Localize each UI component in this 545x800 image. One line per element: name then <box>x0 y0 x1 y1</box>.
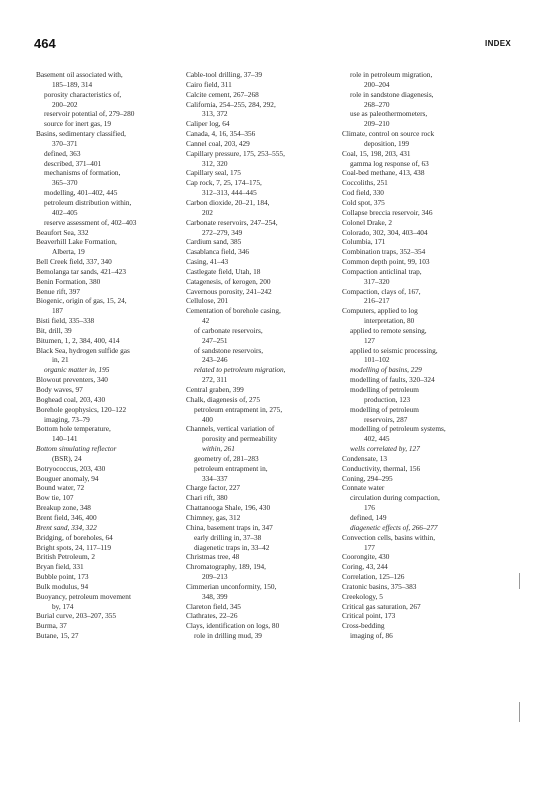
index-subentry: porosity and permeability <box>202 434 277 444</box>
index-entry: Creekology, 5 <box>342 591 383 601</box>
index-entry: Collapse breccia reservoir, 346 <box>342 207 433 217</box>
index-entry: Canada, 4, 16, 354–356 <box>186 129 256 139</box>
index-subentry: 400 <box>202 414 213 424</box>
index-entry: Benin Formation, 380 <box>36 276 101 286</box>
index-entry: Capillary seal, 175 <box>186 168 241 178</box>
index-entry: Cap rock, 7, 25, 174–175, <box>186 178 262 188</box>
index-subentry: 209–213 <box>202 572 228 582</box>
index-entry: Casing, 41–43 <box>186 257 229 267</box>
index-subentry: 348, 399 <box>202 591 228 601</box>
margin-mark <box>519 573 520 589</box>
index-subentry: petroleum distribution within, <box>44 197 132 207</box>
index-entry: Boghead coal, 203, 430 <box>36 394 106 404</box>
index-entry: Buoyancy, petroleum movement <box>36 591 131 601</box>
index-subentry: 402–405 <box>52 207 78 217</box>
index-entry: Capillary pressure, 175, 253–555, <box>186 148 285 158</box>
index-subentry: modelling, 401–402, 445 <box>44 188 118 198</box>
index-entry: Burma, 37 <box>36 621 67 631</box>
index-entry: Common depth point, 99, 103 <box>342 257 430 267</box>
index-subentry: modelling of petroleum systems, <box>350 424 446 434</box>
index-subentry: geometry of, 281–283 <box>194 453 259 463</box>
index-entry: Bryan field, 331 <box>36 562 84 572</box>
index-entry: Blowout preventers, 340 <box>36 375 108 385</box>
index-subentry: modelling of basins, 229 <box>350 365 422 375</box>
index-entry: Bridging, of boreholes, 64 <box>36 532 113 542</box>
index-subentry: mechanisms of formation, <box>44 168 121 178</box>
index-entry: Coorongite, 430 <box>342 552 390 562</box>
index-entry: Condensate, 13 <box>342 453 387 463</box>
index-entry: British Petroleum, 2 <box>36 552 95 562</box>
index-entry: Clareton field, 345 <box>186 601 241 611</box>
index-subentry: 209–210 <box>364 119 390 129</box>
index-entry: Butane, 15, 27 <box>36 631 79 641</box>
index-columns <box>36 70 516 770</box>
index-entry: Cross-bedding <box>342 621 385 631</box>
index-subentry: in, 21 <box>52 355 69 365</box>
margin-mark <box>519 702 520 722</box>
index-entry: Bell Creek field, 337, 340 <box>36 257 112 267</box>
index-subentry: defined, 363 <box>44 148 81 158</box>
index-subentry: interpretation, 80 <box>364 316 415 326</box>
index-entry: Brent sand, 334, 322 <box>36 522 97 532</box>
index-entry: Clays, identification on logs, 80 <box>186 621 280 631</box>
index-subentry: Alberta, 19 <box>52 247 85 257</box>
index-subentry: modelling of petroleum <box>350 404 419 414</box>
index-entry: Chattanooga Shale, 196, 430 <box>186 503 271 513</box>
index-entry: Clathrates, 22–26 <box>186 611 238 621</box>
index-entry: Conductivity, thermal, 156 <box>342 463 421 473</box>
index-subentry: 313, 372 <box>202 109 228 119</box>
index-entry: China, basement traps in, 347 <box>186 522 273 532</box>
index-subentry: 176 <box>364 503 375 513</box>
index-subentry: 127 <box>364 335 375 345</box>
index-entry: Caliper log, 64 <box>186 119 230 129</box>
index-entry: Casablanca field, 346 <box>186 247 250 257</box>
index-entry: Charge factor, 227 <box>186 483 241 493</box>
index-column-2 <box>186 70 344 641</box>
index-entry: Bottom hole temperature, <box>36 424 111 434</box>
index-entry: Botryococcus, 203, 430 <box>36 463 106 473</box>
index-entry: Christmas tree, 48 <box>186 552 240 562</box>
index-subentry: defined, 149 <box>350 512 387 522</box>
index-subentry: 42 <box>202 316 210 326</box>
index-subentry: 370–371 <box>52 138 78 148</box>
index-subentry: circulation during compaction, <box>350 493 440 503</box>
index-entry: Correlation, 125–126 <box>342 572 405 582</box>
index-subentry: 365–370 <box>52 178 78 188</box>
index-subentry: diagenetic effects of, 266–277 <box>350 522 438 532</box>
index-subentry: 187 <box>52 306 63 316</box>
index-entry: Cold spot, 375 <box>342 197 385 207</box>
index-subentry: imaging of, 86 <box>350 631 393 641</box>
index-entry: Breakup zone, 348 <box>36 503 91 513</box>
index-entry: Chari rift, 380 <box>186 493 228 503</box>
index-entry: Borehole geophysics, 120–122 <box>36 404 127 414</box>
index-entry: Calcite cement, 267–268 <box>186 89 259 99</box>
index-entry: Convection cells, basins within, <box>342 532 436 542</box>
index-subentry: 272, 311 <box>202 375 228 385</box>
index-subentry: described, 371–401 <box>44 158 102 168</box>
index-subentry: 312, 320 <box>202 158 228 168</box>
index-entry: Colonel Drake, 2 <box>342 217 393 227</box>
index-subentry: 185–189, 314 <box>52 79 93 89</box>
index-subentry: role in petroleum migration, <box>350 70 433 79</box>
index-entry: Castlegate field, Utah, 18 <box>186 266 261 276</box>
index-subentry: applied to remote sensing, <box>350 325 427 335</box>
index-subentry: deposition, 199 <box>364 138 409 148</box>
index-entry: Colorado, 302, 304, 403–404 <box>342 227 428 237</box>
index-entry: Coccoliths, 251 <box>342 178 388 188</box>
index-entry: Chimney, gas, 312 <box>186 512 241 522</box>
index-subentry: organic matter in, 195 <box>44 365 110 375</box>
index-column-3 <box>342 70 512 641</box>
index-entry: Channels, vertical variation of <box>186 424 275 434</box>
index-entry: Carbonate reservoirs, 247–254, <box>186 217 278 227</box>
index-entry: Basins, sedimentary classified, <box>36 129 126 139</box>
index-entry: Catagenesis, of kerogen, 200 <box>186 276 271 286</box>
index-entry: Bemolanga tar sands, 421–423 <box>36 266 126 276</box>
index-subentry: reserve assessment of, 402–403 <box>44 217 137 227</box>
index-subentry: related to petroleum migration, <box>194 365 286 375</box>
index-entry: California, 254–255, 284, 292, <box>186 99 276 109</box>
index-entry: Beaufort Sea, 332 <box>36 227 89 237</box>
index-subentry: production, 123 <box>364 394 411 404</box>
index-entry: Cod field, 330 <box>342 188 384 198</box>
index-subentry: 268–270 <box>364 99 390 109</box>
index-subentry: 317–320 <box>364 276 390 286</box>
index-entry: Chalk, diagenesis of, 275 <box>186 394 260 404</box>
index-subentry: of carbonate reservoirs, <box>194 325 263 335</box>
index-subentry: petroleum entrapment in, 275, <box>194 404 283 414</box>
index-subentry: source for inert gas, 19 <box>44 119 112 129</box>
index-subentry: 177 <box>364 542 375 552</box>
index-subentry: 216–217 <box>364 296 390 306</box>
index-entry: Bulk modulus, 94 <box>36 581 89 591</box>
index-subentry: 202 <box>202 207 213 217</box>
index-subentry: modelling of faults, 320–324 <box>350 375 435 385</box>
index-entry: Bitumen, 1, 2, 384, 400, 414 <box>36 335 120 345</box>
index-entry: Bound water, 72 <box>36 483 85 493</box>
running-head: INDEX <box>485 39 511 48</box>
index-subentry: by, 174 <box>52 601 74 611</box>
index-entry: Cannel coal, 203, 429 <box>186 138 250 148</box>
index-entry: Bubble point, 173 <box>36 572 89 582</box>
index-subentry: reservoir potential of, 279–280 <box>44 109 135 119</box>
page-number: 464 <box>34 36 56 51</box>
index-entry: Cavernous porosity, 241–242 <box>186 286 272 296</box>
index-entry: Beaverhill Lake Formation, <box>36 237 117 247</box>
index-entry: Bit, drill, 39 <box>36 325 72 335</box>
index-entry: Cimmerian unconformity, 150, <box>186 581 277 591</box>
index-entry: Black Sea, hydrogen sulfide gas <box>36 345 130 355</box>
index-entry: Biogenic, origin of gas, 15, 24, <box>36 296 127 306</box>
index-entry: Coal-bed methane, 413, 438 <box>342 168 425 178</box>
index-entry: Coring, 43, 244 <box>342 562 388 572</box>
index-entry: Compaction, clays of, 167, <box>342 286 421 296</box>
index-subentry: early drilling in, 37–38 <box>194 532 262 542</box>
index-entry: Bright spots, 24, 117–119 <box>36 542 112 552</box>
index-entry: Basement oil associated with, <box>36 70 123 79</box>
index-entry: Cable-tool drilling, 37–39 <box>186 70 263 79</box>
index-entry: Cairo field, 311 <box>186 79 232 89</box>
index-subentry: role in drilling mud, 39 <box>194 631 262 641</box>
index-subentry: applied to seismic processing, <box>350 345 438 355</box>
index-entry: Body waves, 97 <box>36 385 83 394</box>
index-subentry: 312–313, 444–445 <box>202 188 257 198</box>
index-entry: Bouguer anomaly, 94 <box>36 473 99 483</box>
index-entry: Cratonic basins, 375–383 <box>342 581 417 591</box>
index-entry: Bow tie, 107 <box>36 493 74 503</box>
index-subentry: within, 261 <box>202 444 235 454</box>
index-subentry: use as paleothermometers, <box>350 109 428 119</box>
index-entry: Bisti field, 335–338 <box>36 316 95 326</box>
index-subentry: 272–279, 349 <box>202 227 243 237</box>
index-subentry: modelling of petroleum <box>350 385 419 394</box>
index-subentry: imaging, 73–79 <box>44 414 90 424</box>
index-subentry: diagenetic traps in, 33–42 <box>194 542 270 552</box>
index-entry: Critical gas saturation, 267 <box>342 601 421 611</box>
index-subentry: role in sandstone diagenesis, <box>350 89 434 99</box>
index-entry: Cementation of borehole casing, <box>186 306 281 316</box>
index-entry: Compaction anticlinal trap, <box>342 266 422 276</box>
index-subentry: reservoirs, 287 <box>364 414 408 424</box>
index-entry: Bottom simulating reflector <box>36 444 117 454</box>
index-entry: Computers, applied to log <box>342 306 418 316</box>
index-subentry: 140–141 <box>52 434 78 444</box>
index-subentry: (BSR), 24 <box>52 453 82 463</box>
index-entry: Columbia, 171 <box>342 237 386 247</box>
index-subentry: 243–246 <box>202 355 228 365</box>
index-subentry: petroleum entrapment in, <box>194 463 268 473</box>
index-entry: Carbon dioxide, 20–21, 184, <box>186 197 270 207</box>
index-column-1 <box>36 70 186 641</box>
index-entry: Climate, control on source rock <box>342 129 435 139</box>
index-entry: Coning, 294–295 <box>342 473 393 483</box>
index-entry: Benue rift, 397 <box>36 286 80 296</box>
index-subentry: of sandstone reservoirs, <box>194 345 264 355</box>
index-subentry: 200–204 <box>364 79 390 89</box>
index-entry: Coal, 15, 198, 203, 431 <box>342 148 411 158</box>
index-subentry: 247–251 <box>202 335 228 345</box>
index-subentry: 200–202 <box>52 99 78 109</box>
index-subentry: gamma log response of, 63 <box>350 158 429 168</box>
index-entry: Cardium sand, 385 <box>186 237 242 247</box>
index-subentry: 402, 445 <box>364 434 390 444</box>
index-subentry: 334–337 <box>202 473 228 483</box>
index-subentry: wells correlated by, 127 <box>350 444 420 454</box>
index-entry: Critical point, 173 <box>342 611 396 621</box>
index-entry: Combination traps, 352–354 <box>342 247 426 257</box>
index-entry: Burial curve, 203–207, 355 <box>36 611 117 621</box>
index-entry: Chromatography, 189, 194, <box>186 562 266 572</box>
index-subentry: 101–102 <box>364 355 390 365</box>
index-entry: Central graben, 399 <box>186 385 244 394</box>
index-entry: Connate water <box>342 483 385 493</box>
index-subentry: porosity characteristics of, <box>44 89 122 99</box>
index-entry: Cellulose, 201 <box>186 296 229 306</box>
index-entry: Brent field, 346, 400 <box>36 512 97 522</box>
